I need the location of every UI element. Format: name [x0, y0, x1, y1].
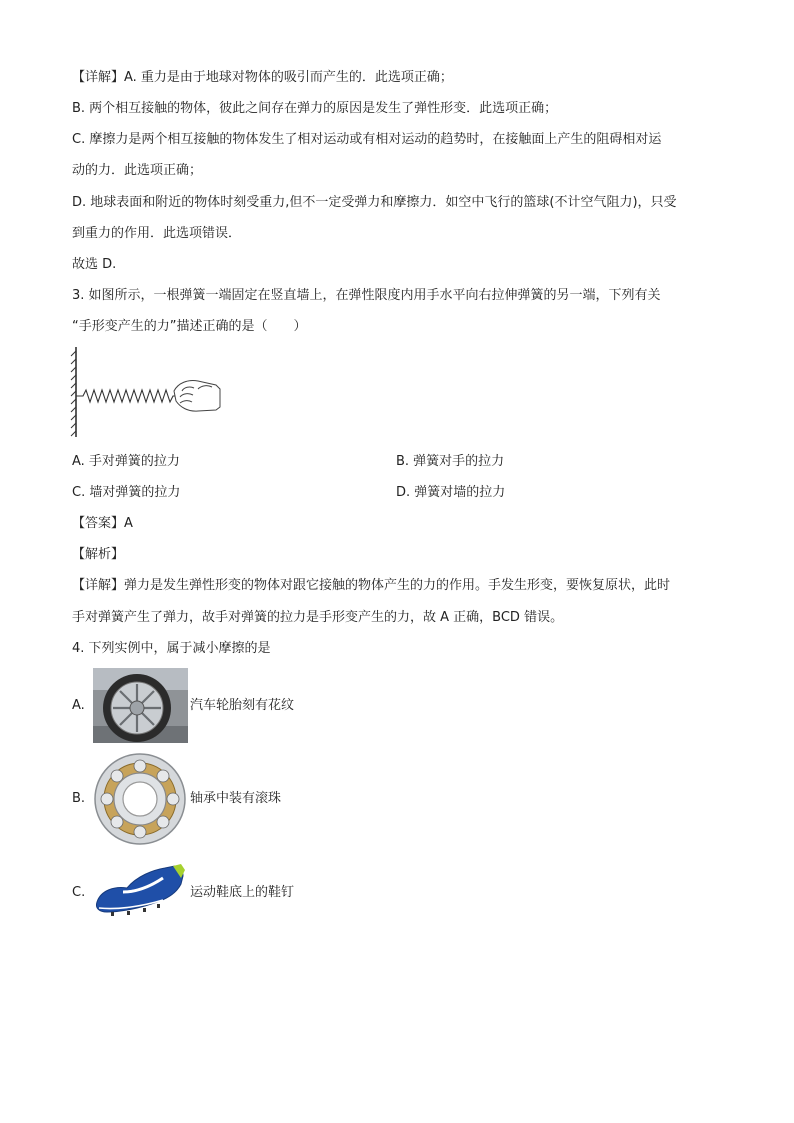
q2-detail-c2: 动的力．此选项正确； [72, 163, 203, 178]
q2-detail-d1: D. 地球表面和附近的物体时刻受重力,但不一定受弹力和摩擦力．如空中飞行的篮球(不计空气阻力)，只受 [72, 195, 677, 210]
spring-coil [76, 390, 178, 402]
q4-option-b-text: 轴承中装有滚珠 [190, 791, 282, 806]
q2-detail-d2: 到重力的作用．此选项错误． [72, 226, 242, 241]
q4-option-a-letter: A. [72, 698, 85, 713]
q4-stem: 4. 下列实例中，属于减小摩擦的是 [72, 641, 271, 656]
q4-option-a-text: 汽车轮胎刻有花纹 [190, 698, 295, 713]
q2-detail-b: B. 两个相互接触的物体，彼此之间存在弹力的原因是发生了弹性形变．此选项正确； [72, 101, 558, 116]
q4-option-b-letter: B. [72, 791, 86, 806]
q3-detail-line2: 手对弹簧产生了弹力，故手对弹簧的拉力是手形变产生的力，故 A 正确，BCD 错误。 [72, 610, 564, 625]
q3-answer: 【答案】A [72, 516, 133, 531]
ball-bearing-icon [93, 752, 188, 847]
hand-icon [174, 380, 220, 411]
q3-option-a: A. 手对弹簧的拉力 [72, 454, 180, 469]
q2-detail-a: 【详解】A. 重力是由于地球对物体的吸引而产生的．此选项正确； [72, 70, 453, 85]
q3-analysis-heading: 【解析】 [72, 547, 125, 562]
q3-option-c: C. 墙对弹簧的拉力 [72, 485, 181, 500]
q4-option-c-letter: C. [72, 885, 86, 900]
q3-option-d: D. 弹簧对墙的拉力 [396, 485, 506, 500]
q2-detail-c1: C. 摩擦力是两个相互接触的物体发生了相对运动或有相对运动的趋势时，在接触面上产生的阻碍相对运 [72, 132, 662, 147]
q3-stem-line2: “手形变产生的力”描述正确的是（ ） [72, 319, 307, 334]
spring-wall-hand-figure [70, 345, 225, 440]
q3-option-b: B. 弹簧对手的拉力 [396, 454, 505, 469]
q3-detail-line1: 【详解】弹力是发生弹性形变的物体对跟它接触的物体产生的力的作用。手发生形变，要恢复原状，此时 [72, 578, 671, 593]
car-tire-icon [93, 668, 188, 743]
q3-stem-line1: 3. 如图所示，一根弹簧一端固定在竖直墙上，在弹性限度内用手水平向右拉伸弹簧的另一端，下列有关 [72, 288, 661, 303]
q4-option-c-text: 运动鞋底上的鞋钉 [190, 885, 295, 900]
spike-shoe-icon [93, 862, 188, 924]
q2-conclusion: 故选 D. [72, 257, 117, 272]
